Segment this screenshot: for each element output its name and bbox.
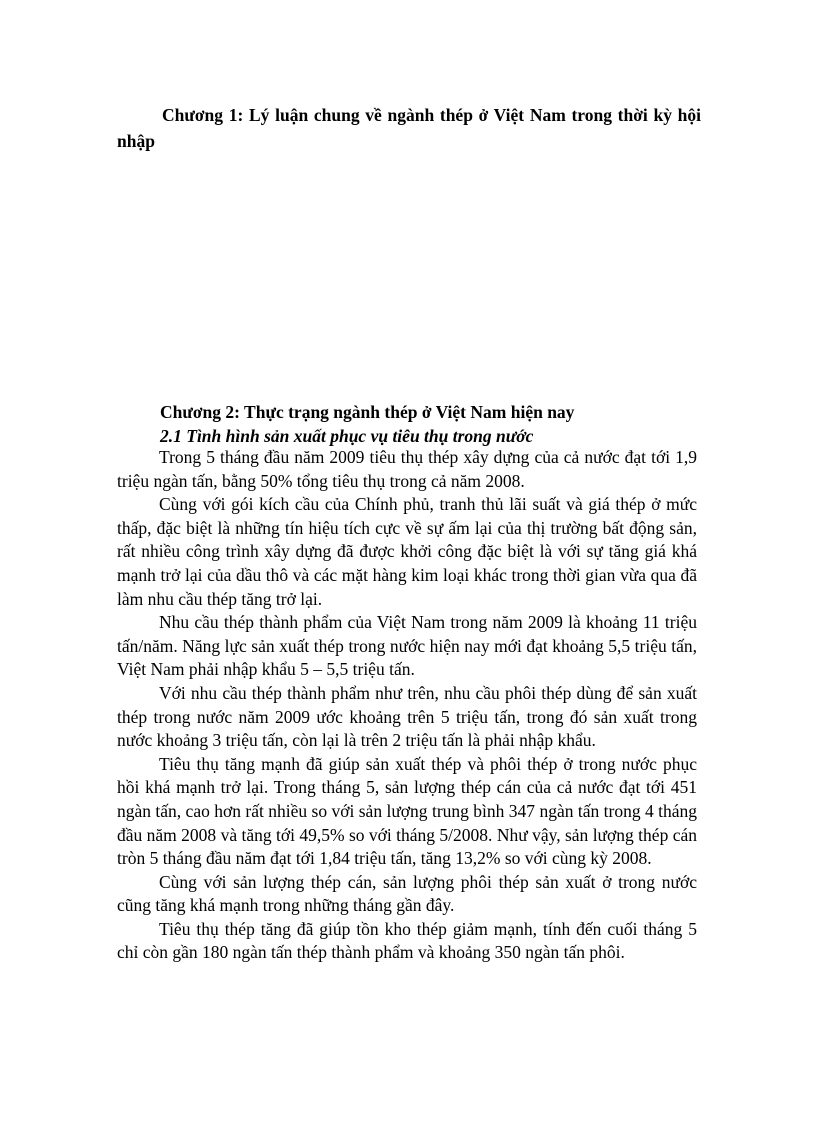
body-text [117, 446, 697, 965]
paragraph: Với nhu cầu thép thành phẩm như trên, nhu cầu phôi thép dùng để sản xuất thép trong nước năm 2009 ước khoảng trên 5 triệu tấn, trong đó sản xuất trong nước khoảng 3 triệu tấn, còn lại là trên 2 triệu tấn là phải nhập khẩu. [117, 682, 697, 751]
paragraph: Nhu cầu thép thành phẩm của Việt Nam trong năm 2009 là khoảng 11 triệu tấn/năm. Năng lực sản xuất thép trong nước hiện nay mới đạt khoảng 5,5 triệu tấn, Việt Nam phải nhập khẩu 5 – 5,5 triệu tấn. [117, 612, 697, 680]
chapter-1-title: Chương 1: Lý luận chung về ngành thép ở Việt Nam trong thời kỳ hội nhập [117, 105, 701, 151]
paragraph: Cùng với sản lượng thép cán, sản lượng phôi thép sản xuất ở trong nước cũng tăng khá mạnh trong những tháng gần đây. [117, 871, 697, 916]
chapter-2-title: Chương 2: Thực trạng ngành thép ở Việt Nam hiện nay [160, 402, 575, 422]
paragraph: Tiêu thụ thép tăng đã giúp tồn kho thép giảm mạnh, tính đến cuối tháng 5 chỉ còn gần 180 ngàn tấn thép thành phẩm và khoảng 350 ngàn tấn phôi. [117, 918, 697, 963]
paragraph: Cùng với gói kích cầu của Chính phủ, tranh thủ lãi suất và giá thép ở mức thấp, đặc biệt là những tín hiệu tích cực về sự ấm lại của thị trường bất động sản, rất nhiều công trình xây dựng đã được khởi công đặc biệt là với sự tăng giá khá mạnh trở lại của dầu thô và các mặt hàng kim loại khác trong thời gian vừa qua đã làm nhu cầu thép tăng trở lại. [117, 494, 697, 609]
paragraph: Trong 5 tháng đầu năm 2009 tiêu thụ thép xây dựng của cả nước đạt tới 1,9 triệu ngàn tấn, bằng 50% tổng tiêu thụ trong cả năm 2008. [117, 447, 697, 491]
paragraph: Tiêu thụ tăng mạnh đã giúp sản xuất thép và phôi thép ở trong nước phục hồi khá mạnh trở lại. Trong tháng 5, sản lượng thép cán của cả nước đạt tới 451 ngàn tấn, cao hơn rất nhiều so với sản lượng trung bình 347 ngàn tấn trong 4 tháng đầu năm 2008 và tăng tới 49,5% so với tháng 5/2008. Như vậy, sản lượng thép cán tròn 5 tháng đầu năm đạt tới 1,84 triệu tấn, tăng 13,2% so với cùng kỳ 2008. [117, 753, 697, 869]
section-2-1-title: 2.1 Tình hình sản xuất phục vụ tiêu thụ trong nước [160, 426, 534, 446]
